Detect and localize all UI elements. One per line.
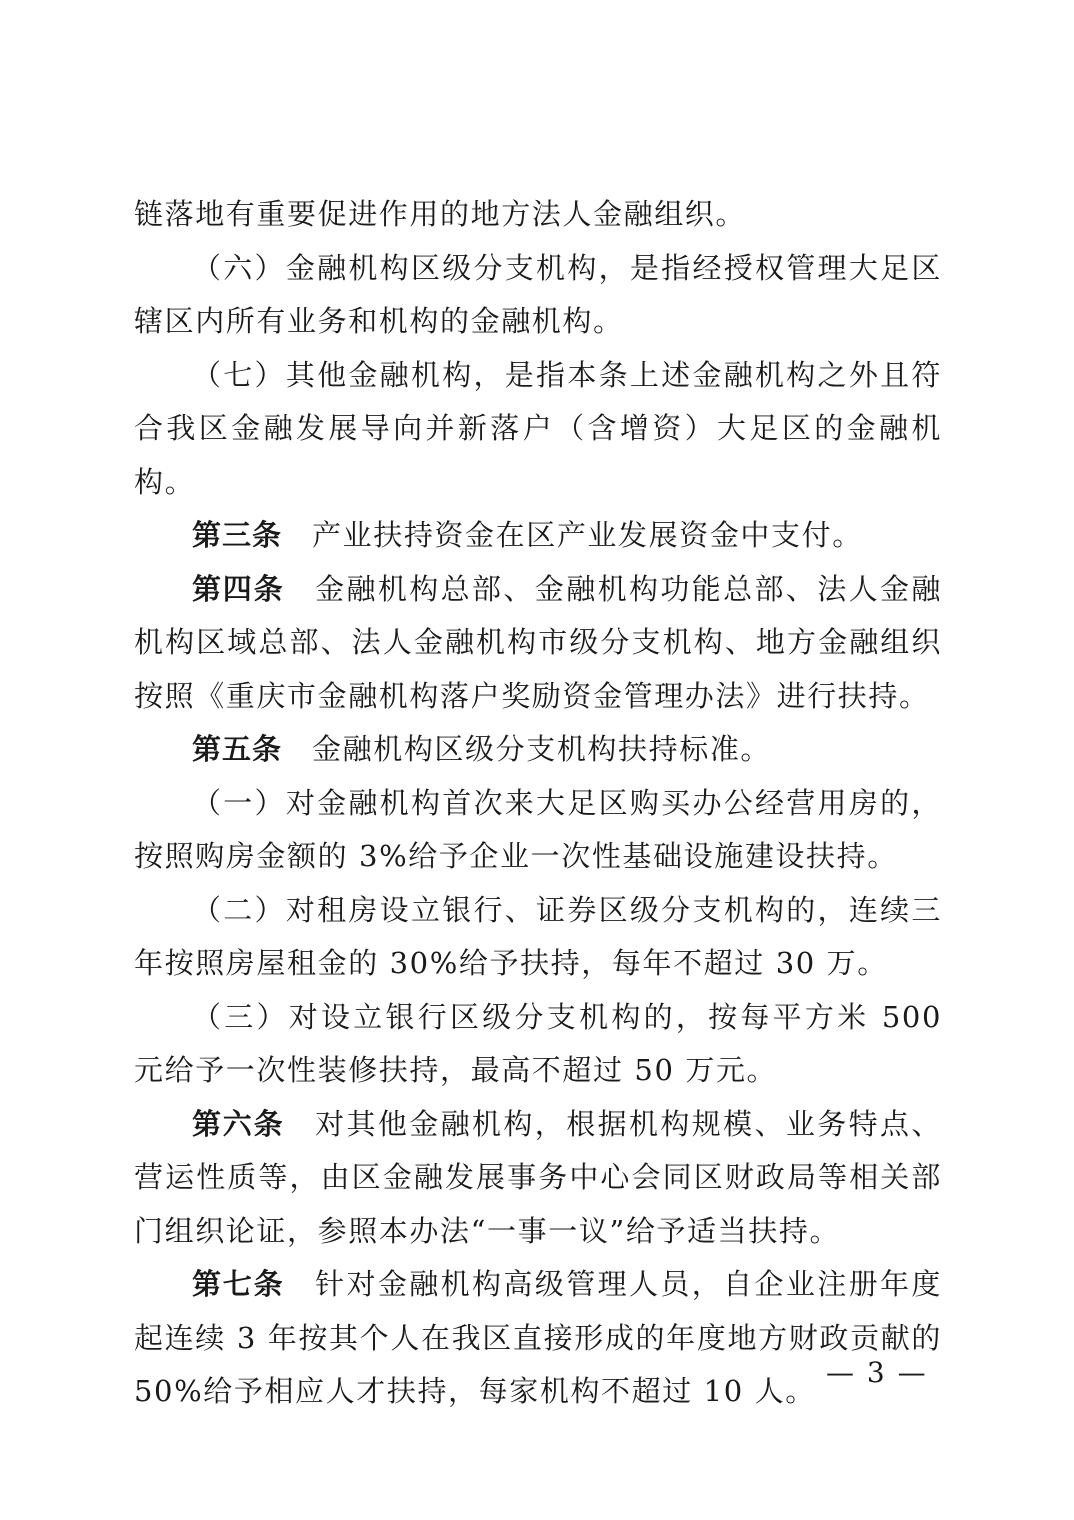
article-text: 金融机构总部、金融机构功能总部、法人金融机构区域总部、法人金融机构市级分支机构、地方金融组织按照《重庆市金融机构落户奖励资金管理办法》进行扶持。 — [134, 571, 942, 713]
article-heading: 第三条 — [192, 518, 283, 552]
paragraph-item-1 — [134, 777, 942, 884]
body-text — [134, 188, 942, 1419]
article-heading: 第四条 — [192, 571, 285, 606]
article-heading: 第六条 — [192, 1106, 285, 1141]
article-7 — [134, 1258, 942, 1419]
paragraph-item-2 — [134, 884, 942, 991]
paragraph-text: （六）金融机构区级分支机构，是指经授权管理大足区辖区内所有业务和机构的金融机构。 — [134, 250, 942, 338]
paragraph-continuation — [134, 188, 942, 242]
article-4 — [134, 563, 942, 724]
article-heading: 第五条 — [192, 732, 283, 766]
article-text: 针对金融机构高级管理人员，自企业注册年度起连续 3 年按其个人在我区直接形成的年度地方财政贡献的 50%给予相应人才扶持，每家机构不超过 10 人。 — [134, 1267, 942, 1408]
article-text: 对其他金融机构，根据机构规模、业务特点、营运性质等，由区金融发展事务中心会同区财政局等相关部门组织论证，参照本办法“一事一议”给予适当扶持。 — [134, 1106, 942, 1248]
paragraph-item-3 — [134, 991, 942, 1098]
page-number: — 3 — — [826, 1356, 928, 1389]
paragraph-text: 链落地有重要促进作用的地方法人金融组织。 — [134, 197, 747, 231]
paragraph-item-6 — [134, 242, 942, 349]
paragraph-text: （七）其他金融机构，是指本条上述金融机构之外且符合我区金融发展导向并新落户（含增资）大足区的金融机构。 — [134, 357, 942, 499]
article-3 — [134, 509, 942, 563]
paragraph-text: （一）对金融机构首次来大足区购买办公经营用房的，按照购房金额的 3%给予企业一次性基础设施建设扶持。 — [134, 785, 942, 873]
article-6 — [134, 1098, 942, 1259]
article-heading: 第七条 — [192, 1267, 285, 1301]
paragraph-text: （三）对设立银行区级分支机构的，按每平方米 500 元给予一次性装修扶持，最高不超过 50 万元。 — [134, 999, 942, 1087]
paragraph-item-7 — [134, 349, 942, 510]
paragraph-text: （二）对租房设立银行、证券区级分支机构的，连续三年按照房屋租金的 30%给予扶持，每年不超过 30 万。 — [134, 892, 942, 980]
article-text: 金融机构区级分支机构扶持标准。 — [312, 732, 772, 766]
article-text: 产业扶持资金在区产业发展资金中支付。 — [312, 518, 863, 552]
article-5 — [134, 723, 942, 777]
